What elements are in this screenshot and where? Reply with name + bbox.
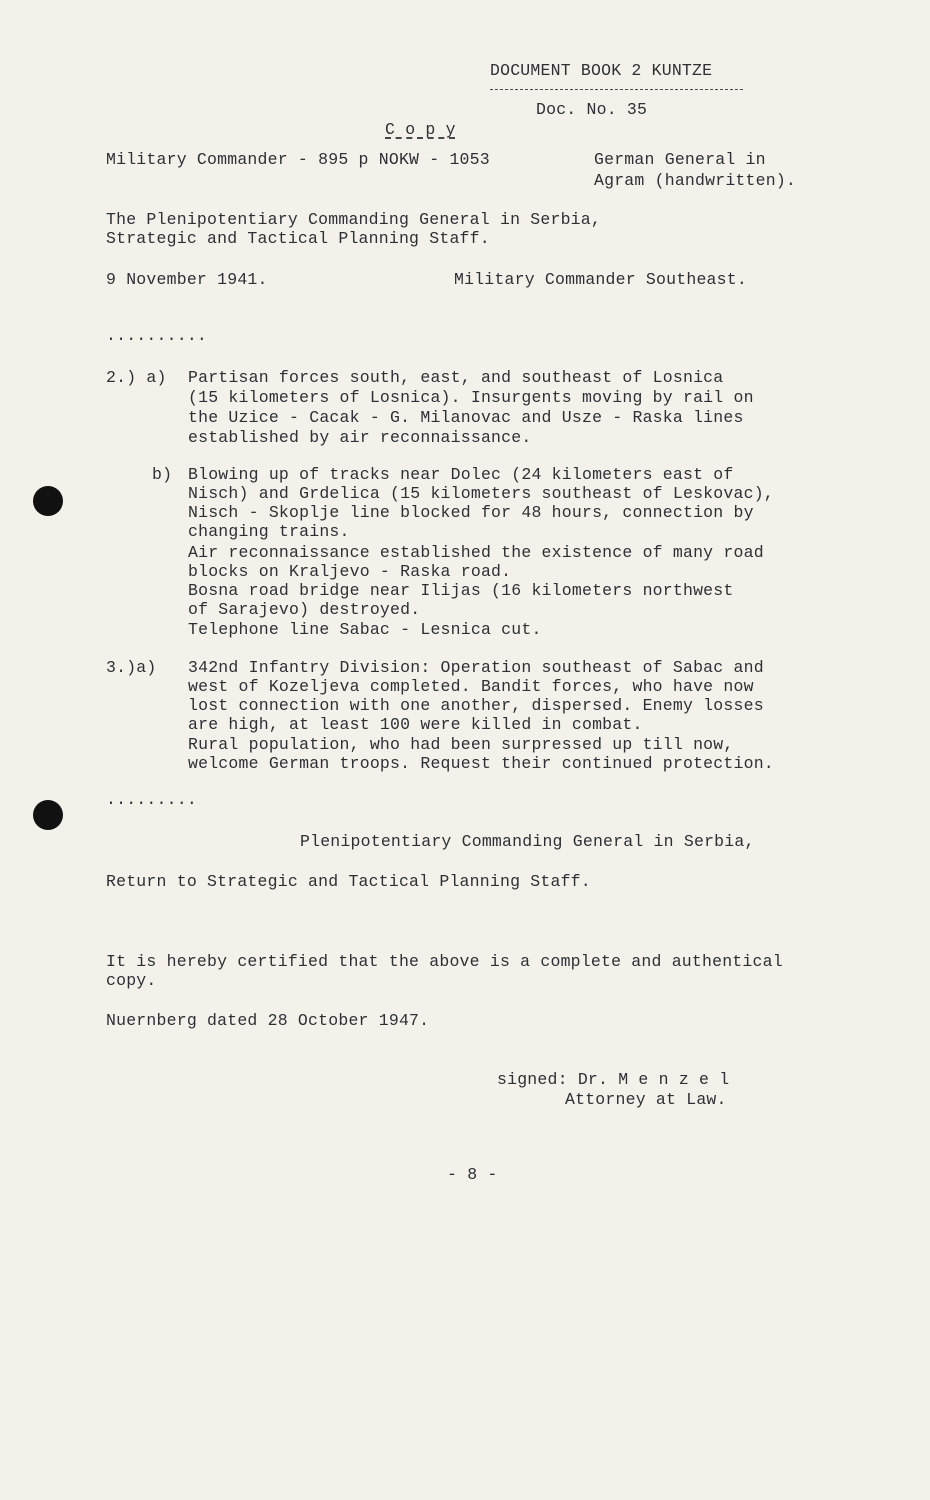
certification-line-2: copy.: [106, 971, 157, 990]
place-and-date: Nuernberg dated 28 October 1947.: [106, 1011, 430, 1030]
paragraph-line: Nisch - Skoplje line blocked for 48 hours, connection by: [188, 503, 754, 522]
document-date: 9 November 1941.: [106, 270, 268, 289]
paragraph-line: Nisch) and Grdelica (15 kilometers southeast of Leskovac),: [188, 484, 774, 503]
paragraph-line: Blowing up of tracks near Dolec (24 kilometers east of: [188, 465, 734, 484]
reference-line: Military Commander - 895 p NOKW - 1053: [106, 150, 490, 169]
paragraph-line: the Uzice - Cacak - G. Milanovac and Usze - Raska lines: [188, 408, 744, 427]
addressee: Military Commander Southeast.: [454, 270, 747, 289]
paragraph-line: Bosna road bridge near Ilijas (16 kilometers northwest: [188, 581, 734, 600]
section-2b-label: b): [152, 465, 173, 484]
paragraph-line: lost connection with one another, dispersed. Enemy losses: [188, 696, 764, 715]
paragraph-line: Partisan forces south, east, and southeast of Losnica: [188, 368, 724, 387]
document-number: Doc. No. 35: [536, 100, 648, 119]
ellipsis-separator-1: ..........: [106, 326, 208, 345]
page-number: - 8 -: [447, 1165, 498, 1184]
section-2-label: 2.) a): [106, 368, 167, 387]
copy-heading: C o p y: [385, 120, 456, 139]
recipient-line-1: German General in: [594, 150, 766, 169]
paragraph-line: are high, at least 100 were killed in combat.: [188, 715, 643, 734]
paragraph-line: welcome German troops. Request their continued protection.: [188, 754, 774, 773]
punch-hole-top: [33, 486, 63, 516]
paragraph-line: Air reconnaissance established the existence of many road: [188, 543, 764, 562]
ellipsis-separator-2: .........: [106, 790, 197, 809]
paragraph-line: of Sarajevo) destroyed.: [188, 600, 421, 619]
paragraph-line: 342nd Infantry Division: Operation southeast of Sabac and: [188, 658, 764, 677]
punch-hole-bottom: [33, 800, 63, 830]
paragraph-line: Rural population, who had been surpressed up till now,: [188, 735, 734, 754]
certification-line-1: It is hereby certified that the above is a complete and authentical: [106, 952, 783, 971]
closing-signature-line: Plenipotentiary Commanding General in Serbia,: [300, 832, 755, 851]
paragraph-line: blocks on Kraljevo - Raska road.: [188, 562, 512, 581]
section-3-label: 3.)a): [106, 658, 157, 677]
paragraph-line: Telephone line Sabac - Lesnica cut.: [188, 620, 542, 639]
header-rule: [490, 89, 743, 90]
paragraph-line: west of Kozeljeva completed. Bandit forces, who have now: [188, 677, 754, 696]
paragraph-line: (15 kilometers of Losnica). Insurgents moving by rail on: [188, 388, 754, 407]
paragraph-line: changing trains.: [188, 522, 350, 541]
recipient-line-2: Agram (handwritten).: [594, 171, 797, 190]
sender-line-1: The Plenipotentiary Commanding General in Serbia,: [106, 210, 601, 229]
signed-by: signed: Dr. M e n z e l: [497, 1070, 730, 1089]
paragraph-line: established by air reconnaissance.: [188, 428, 532, 447]
return-instruction: Return to Strategic and Tactical Planning Staff.: [106, 872, 591, 891]
signer-title: Attorney at Law.: [565, 1090, 727, 1109]
document-book-title: DOCUMENT BOOK 2 KUNTZE: [490, 61, 713, 80]
sender-line-2: Strategic and Tactical Planning Staff.: [106, 229, 490, 248]
